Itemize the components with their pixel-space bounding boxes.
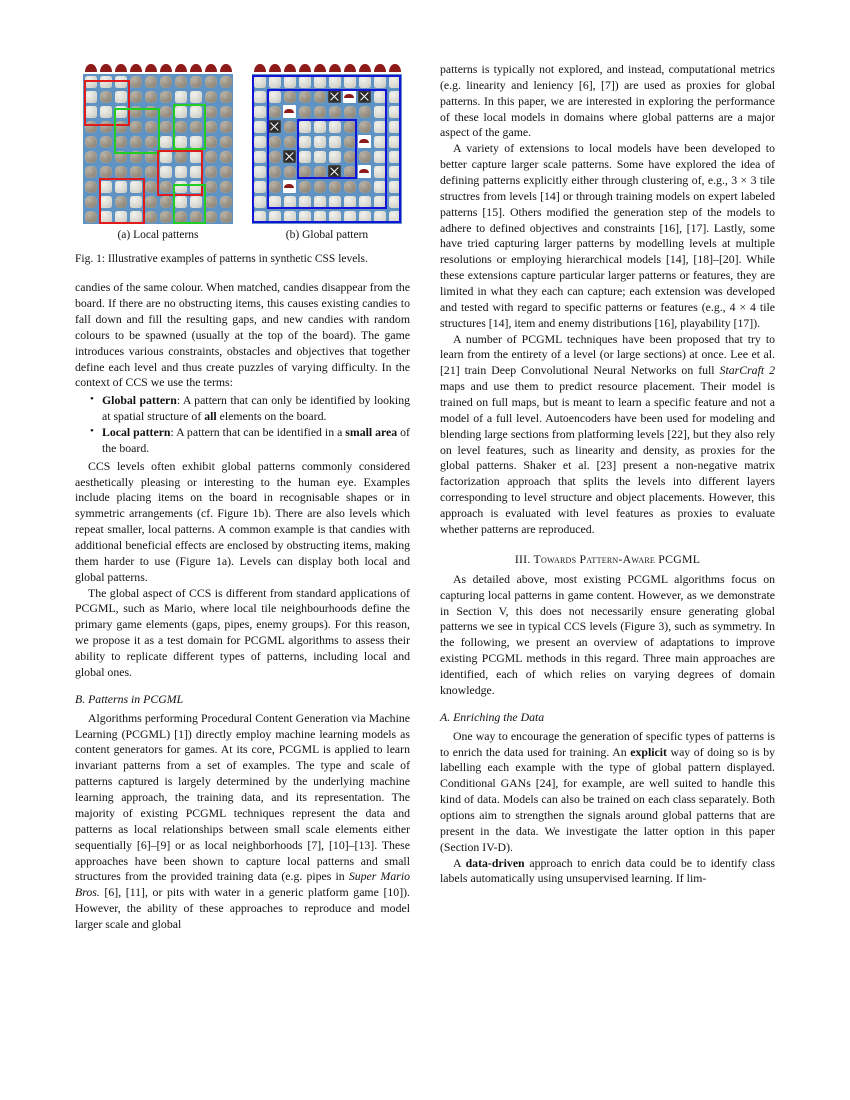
board-cell: [173, 149, 188, 164]
section-heading-a: A. Enriching the Data: [440, 709, 545, 724]
board-cell: [83, 179, 98, 194]
board-cell: [203, 164, 218, 179]
board-cell: [128, 164, 143, 179]
board-cell: [128, 74, 143, 89]
board-cell: [158, 134, 173, 149]
local-pattern-text-a: : A pattern that can be identified in a: [170, 425, 346, 440]
board-cell: [158, 89, 173, 104]
board-cell: [312, 134, 327, 149]
board-cell: [327, 164, 342, 179]
board-cell: [173, 134, 188, 149]
board-cell: [267, 209, 282, 224]
board-cell: [327, 134, 342, 149]
board-cell: [113, 209, 128, 224]
paragraph-metrics-proxies: patterns is typically not explored, and instead, computational metrics (e.g. linearity and leniency [6], [7]) are used as proxies for global patterns. In this paper, we are interested in exploring the performance of these local models in domains where global patterns are a major aspect of the game.: [440, 62, 775, 140]
board-cell: [252, 149, 267, 164]
pattern-definitions-list: [75, 393, 410, 456]
board-cell: [98, 194, 113, 209]
paragraph-candies-intro: candies of the same colour. When matched, candies disappear from the board. If there are no obstructing items, this causes existing candies to fall down and fill the resulting gaps, and new candies with random colours to be spawned (usually at the top of the board). The game introduces various constraints, obstacles and objectives that together define each level and thus create puzzles of varying difficulty. In the context of CCS we use the terms:: [75, 280, 410, 390]
section-heading-b: B. Patterns in PCGML: [75, 691, 184, 706]
board-cell: [203, 89, 218, 104]
board-cell: [252, 89, 267, 104]
board-cell: [297, 209, 312, 224]
board-cell: [83, 164, 98, 179]
board-cell: [218, 74, 233, 89]
entirety-text-a: A number of PCGML techniques have been proposed that try to learn from the entirety of a level (or large sections) at once. Lee et al. [21] train Deep Convolutional Neural Networks on full: [440, 331, 775, 378]
board-cell: [312, 104, 327, 119]
board-cell: [218, 209, 233, 224]
board-cell: [173, 89, 188, 104]
figure-1: [75, 62, 410, 267]
board-cell: [297, 179, 312, 194]
board-cell: [203, 134, 218, 149]
board-cell: [143, 89, 158, 104]
board-cell: [173, 194, 188, 209]
figure-subcaptions: [75, 229, 410, 241]
board-cell: [297, 89, 312, 104]
board-cell: [297, 119, 312, 134]
board-cell: [252, 134, 267, 149]
board-cell: [267, 104, 282, 119]
board-cell: [188, 89, 203, 104]
board-cell: [282, 89, 297, 104]
board-cell: [312, 194, 327, 209]
board-cell: [143, 74, 158, 89]
board-cell: [372, 179, 387, 194]
board-cell: [98, 209, 113, 224]
board-cell: [143, 179, 158, 194]
board-cell: [267, 119, 282, 134]
board-cell: [357, 104, 372, 119]
board-cell: [342, 89, 357, 104]
board-cell: [98, 164, 113, 179]
right-column: [440, 62, 775, 1062]
board-cell: [267, 149, 282, 164]
board-cell: [357, 74, 372, 89]
board-cell: [387, 74, 402, 89]
board-cell: [372, 194, 387, 209]
board-cell: [158, 119, 173, 134]
board-cell: [158, 104, 173, 119]
board-cell: [173, 164, 188, 179]
board-cell: [143, 209, 158, 224]
board-cell: [83, 119, 98, 134]
board-cell: [387, 134, 402, 149]
board-cell: [98, 89, 113, 104]
board-cell: [128, 89, 143, 104]
board-cell: [113, 74, 128, 89]
paragraph-towards-pattern-aware: As detailed above, most existing PCGML algorithms focus on capturing local patterns in game content. However, as we demonstrate in Section V, this does not necessarily ensure generating global patterns we see in typical CCS levels (Figure 3), such as symmetry. In the following, we present an overview of adaptations to improve existing PCGML methods in this regard. Three main approaches are identified, each of which relies on varying degrees of domain knowledge.: [440, 571, 775, 697]
board-cell: [113, 194, 128, 209]
board-cell: [342, 209, 357, 224]
board-cell: [297, 149, 312, 164]
paragraph-enrich-explicit: [440, 729, 775, 856]
board-a: [83, 62, 233, 224]
emphasis-explicit: explicit: [630, 744, 667, 759]
emphasis-data-driven: data-driven: [465, 855, 525, 870]
paragraph-pcgml-algorithms: [75, 711, 410, 933]
board-cell: [282, 164, 297, 179]
board-cell: [203, 179, 218, 194]
board-cell: [297, 134, 312, 149]
board-cell: [128, 149, 143, 164]
board-cell: [113, 149, 128, 164]
local-pattern-text-b: of the board.: [102, 425, 410, 455]
board-cell: [98, 74, 113, 89]
board-cell: [83, 89, 98, 104]
two-column-layout: [75, 62, 775, 1062]
paragraph-data-driven: [440, 856, 775, 888]
board-cell: [312, 74, 327, 89]
board-cell: [128, 104, 143, 119]
subcaption-b: (b) Global pattern: [285, 229, 369, 241]
board-cell: [113, 134, 128, 149]
board-cell: [113, 179, 128, 194]
board-cell: [98, 119, 113, 134]
board-cell: [387, 149, 402, 164]
board-cell: [312, 209, 327, 224]
board-cell: [342, 134, 357, 149]
board-cell: [357, 89, 372, 104]
board-cell: [357, 134, 372, 149]
board-cell: [282, 194, 297, 209]
term-global-pattern: Global pattern: [102, 393, 177, 408]
paragraph-extensions: A variety of extensions to local models have been developed to better capture larger scale patterns. Some have explored the idea of defining patterns explicitly either through clustering of, e.g., 3 × 3 tile structres from levels [14] or through training models on expert labeled patterns [15]. Others modified the generation step of the models to adhere to defined objectives and constraints [16], [17]. Lastly, some have tried capturing larger patterns by modelling levels at multiple resolutions or employing hierarchical models [14], [18]–[20]. While these extensions capture particular larger patterns or features, they are limited in what they each can capture; each extension was developed and tested with regard to specific patterns or features (e.g., 4 × 4 tile structures [14], item and enemy distributions [16], playability [17]).: [440, 141, 775, 330]
board-cell: [372, 209, 387, 224]
board-cell: [267, 179, 282, 194]
board-cell: [282, 74, 297, 89]
board-cell: [188, 149, 203, 164]
board-cell: [267, 134, 282, 149]
board-cell: [387, 89, 402, 104]
board-cell: [252, 194, 267, 209]
board-cell: [98, 149, 113, 164]
board-cell: [218, 104, 233, 119]
board-cell: [312, 149, 327, 164]
board-cell: [83, 104, 98, 119]
board-cell: [252, 74, 267, 89]
board-cell: [158, 149, 173, 164]
board-cell: [188, 119, 203, 134]
board-cell: [372, 104, 387, 119]
board-cell: [267, 164, 282, 179]
board-cell: [282, 119, 297, 134]
board-cell: [203, 194, 218, 209]
figure-caption: Fig. 1: Illustrative examples of patterns in synthetic CSS levels.: [75, 253, 368, 265]
board-cell: [143, 164, 158, 179]
board-cell: [372, 149, 387, 164]
data-driven-text-a: A: [453, 855, 466, 870]
board-cell: [312, 179, 327, 194]
board-cell: [327, 194, 342, 209]
board-cell: [342, 179, 357, 194]
board-cell: [327, 179, 342, 194]
board-cell: [113, 164, 128, 179]
spacer: [75, 271, 410, 280]
emphasis-all: all: [204, 409, 217, 424]
board-cell: [83, 209, 98, 224]
board-cell: [312, 164, 327, 179]
board-cell: [143, 104, 158, 119]
board-cell: [158, 194, 173, 209]
board-cell: [387, 179, 402, 194]
board-cell: [218, 134, 233, 149]
data-driven-text-b: approach to enrich data could be to identify class labels automatically using unsupervised learning. If lim-: [440, 855, 775, 886]
board-cell: [357, 149, 372, 164]
board-cell: [203, 149, 218, 164]
board-cell: [218, 119, 233, 134]
board-cell: [297, 194, 312, 209]
board-cell: [128, 134, 143, 149]
board-global-pattern: [252, 62, 402, 224]
board-cell: [188, 164, 203, 179]
board-cell: [83, 194, 98, 209]
board-cell: [143, 119, 158, 134]
board-b: [252, 62, 402, 224]
board-cell: [342, 104, 357, 119]
board-cell: [357, 194, 372, 209]
board-cell: [372, 119, 387, 134]
board-cell: [297, 74, 312, 89]
paragraph-global-aspect: The global aspect of CCS is different from standard applications of PCGML, such as Mario, where local tile neighbourhoods define the primary game elements (gaps, pipes, enemy groups). For this reason, we propose it as a test domain for PCGML algorithms to assess their ability to replicate different types of patterns, including local and global ones.: [75, 585, 410, 679]
board-local-patterns: [83, 62, 233, 224]
board-cell: [342, 164, 357, 179]
board-cell: [342, 194, 357, 209]
board-cell: [252, 179, 267, 194]
citation-super-mario-bros: Super Mario Bros.: [75, 869, 411, 900]
board-cell: [282, 179, 297, 194]
pcgml-text-b: [6], [11], or pits with water in a generic platform game [10]). However, the ability of these approaches to reproduce and model larger scale and global: [75, 885, 410, 931]
board-cell: [327, 149, 342, 164]
board-cell: [372, 89, 387, 104]
board-cell: [128, 209, 143, 224]
left-column: [75, 62, 410, 1062]
section-heading-iii: III. Towards Pattern-Aware PCGML: [514, 551, 701, 566]
global-pattern-text-a: : A pattern that can only be identified by looking at spatial structure of: [102, 393, 411, 424]
board-cell: [128, 194, 143, 209]
board-cell: [357, 164, 372, 179]
board-cell: [203, 119, 218, 134]
enrich-text-a: One way to encourage the generation of specific types of patterns is to enrich the data used for training. An: [440, 728, 775, 759]
board-cell: [143, 149, 158, 164]
board-cell: [128, 179, 143, 194]
board-cell: [83, 74, 98, 89]
board-cell: [218, 89, 233, 104]
board-cell: [188, 209, 203, 224]
board-cell: [342, 74, 357, 89]
board-cell: [282, 209, 297, 224]
board-cell: [387, 209, 402, 224]
board-cell: [282, 104, 297, 119]
board-cell: [327, 89, 342, 104]
board-cell: [372, 164, 387, 179]
board-cell: [158, 209, 173, 224]
board-cell: [267, 89, 282, 104]
board-cell: [173, 104, 188, 119]
board-cell: [188, 104, 203, 119]
board-cell: [327, 74, 342, 89]
board-cell: [387, 194, 402, 209]
board-grid-b: [252, 74, 402, 224]
board-cell: [128, 119, 143, 134]
board-cell: [357, 209, 372, 224]
board-cell: [327, 119, 342, 134]
board-cell: [342, 149, 357, 164]
board-cell: [83, 149, 98, 164]
board-cell: [327, 104, 342, 119]
board-cell: [188, 134, 203, 149]
board-cell: [188, 194, 203, 209]
board-cell: [173, 179, 188, 194]
board-cell: [143, 194, 158, 209]
board-cell: [327, 209, 342, 224]
board-cell: [143, 134, 158, 149]
board-cell: [218, 179, 233, 194]
board-cell: [158, 164, 173, 179]
board-cell: [98, 104, 113, 119]
board-cell: [267, 194, 282, 209]
board-cell: [203, 74, 218, 89]
list-item-local-pattern: [92, 425, 410, 457]
enrich-text-b: way of doing so is by labelling each example with the type of global pattern displayed. Conditional GANs [24], for example, are well suited to handle this kind of data. Models can also be trained on each class separately. Both options aim to strengthen the signals around global patterns that are present in the data. We investigate the latter option in this paper (Section IV-D).: [440, 744, 776, 854]
board-cell: [83, 134, 98, 149]
board-cell: [357, 119, 372, 134]
board-cell: [282, 149, 297, 164]
term-local-pattern: Local pattern: [102, 425, 171, 440]
board-grid-a: [83, 74, 233, 224]
board-cell: [312, 89, 327, 104]
emphasis-small-area: small area: [345, 425, 398, 440]
board-cell: [252, 209, 267, 224]
board-cell: [267, 74, 282, 89]
board-cell: [387, 104, 402, 119]
board-cell: [158, 179, 173, 194]
board-cell: [218, 164, 233, 179]
board-cell: [173, 119, 188, 134]
board-cell: [203, 209, 218, 224]
board-cell: [173, 209, 188, 224]
board-cell: [357, 179, 372, 194]
board-cell: [297, 164, 312, 179]
board-cell: [218, 149, 233, 164]
board-cell: [113, 104, 128, 119]
figure-boards-row: [75, 62, 410, 224]
citation-starcraft-2: StarCraft 2: [719, 363, 775, 378]
board-cell: [372, 74, 387, 89]
board-cell: [372, 134, 387, 149]
board-cell: [312, 119, 327, 134]
board-cell: [252, 119, 267, 134]
board-cell: [252, 104, 267, 119]
board-cell: [387, 119, 402, 134]
subcaption-a: (a) Local patterns: [117, 229, 199, 241]
board-cell: [282, 134, 297, 149]
board-cell: [203, 104, 218, 119]
paragraph-ccs-global-patterns: CCS levels often exhibit global patterns commonly considered aesthetically pleasing or interesting to the human eye. Examples include placing items on the board in recognisable shapes or in symmetric arrangements (cf. Figure 1b). There are also levels which repeat smaller, local patterns. A common example is that candies with additional beneficial effects are enclosed by obstructing items, making them harder to use (Figure 1a). Levels can display both local and global patterns.: [75, 458, 410, 584]
board-cell: [113, 119, 128, 134]
board-cell: [113, 89, 128, 104]
board-cell: [297, 104, 312, 119]
board-cell: [188, 179, 203, 194]
board-cell: [218, 194, 233, 209]
board-cell: [158, 74, 173, 89]
board-cell: [98, 179, 113, 194]
entirety-text-b: maps and use them to predict resource placement. Their model is trained on full maps, but is meant to learn a specific feature and not a model of a full level. Autoencoders have been used for modeling and blending large sections from platforming levels [22], but they also rely on level features, such as linearity and density, as proxies for the global patterns. Shaker et al. [23] present a non-negative matrix factorization approach that splits the levels into different layers corresponding to level structure and object placements. However, this approach is evaluated with level features as proxies to evaluate whether patterns are reproduced.: [440, 379, 775, 536]
board-cell: [173, 74, 188, 89]
board-cell: [252, 164, 267, 179]
board-cell: [98, 134, 113, 149]
paragraph-entirety-level: [440, 332, 775, 538]
board-cell: [342, 119, 357, 134]
board-cell: [387, 164, 402, 179]
pcgml-text-a: Algorithms performing Procedural Content Generation via Machine Learning (PCGML) [1]) directly employ machine learning models as content generators for games. At its core, PCGML is applied to learn invariant patterns from a set of examples. The type and scale of patterns captured is largely determined by the underlying machine learning approach, the training data, and its representation. The majority of existing PCGML techniques represent the data and patterns as local relationships between small scale elements either sequentially [6]–[9] or as local neighborhoods [7], [10]–[13]. These approaches have been shown to capture local patterns and small structures from the provided training data (e.g. pipes in: [75, 710, 410, 884]
global-pattern-text-b: elements on the board.: [216, 409, 327, 424]
list-item-global-pattern: [92, 393, 410, 425]
board-cell: [188, 74, 203, 89]
